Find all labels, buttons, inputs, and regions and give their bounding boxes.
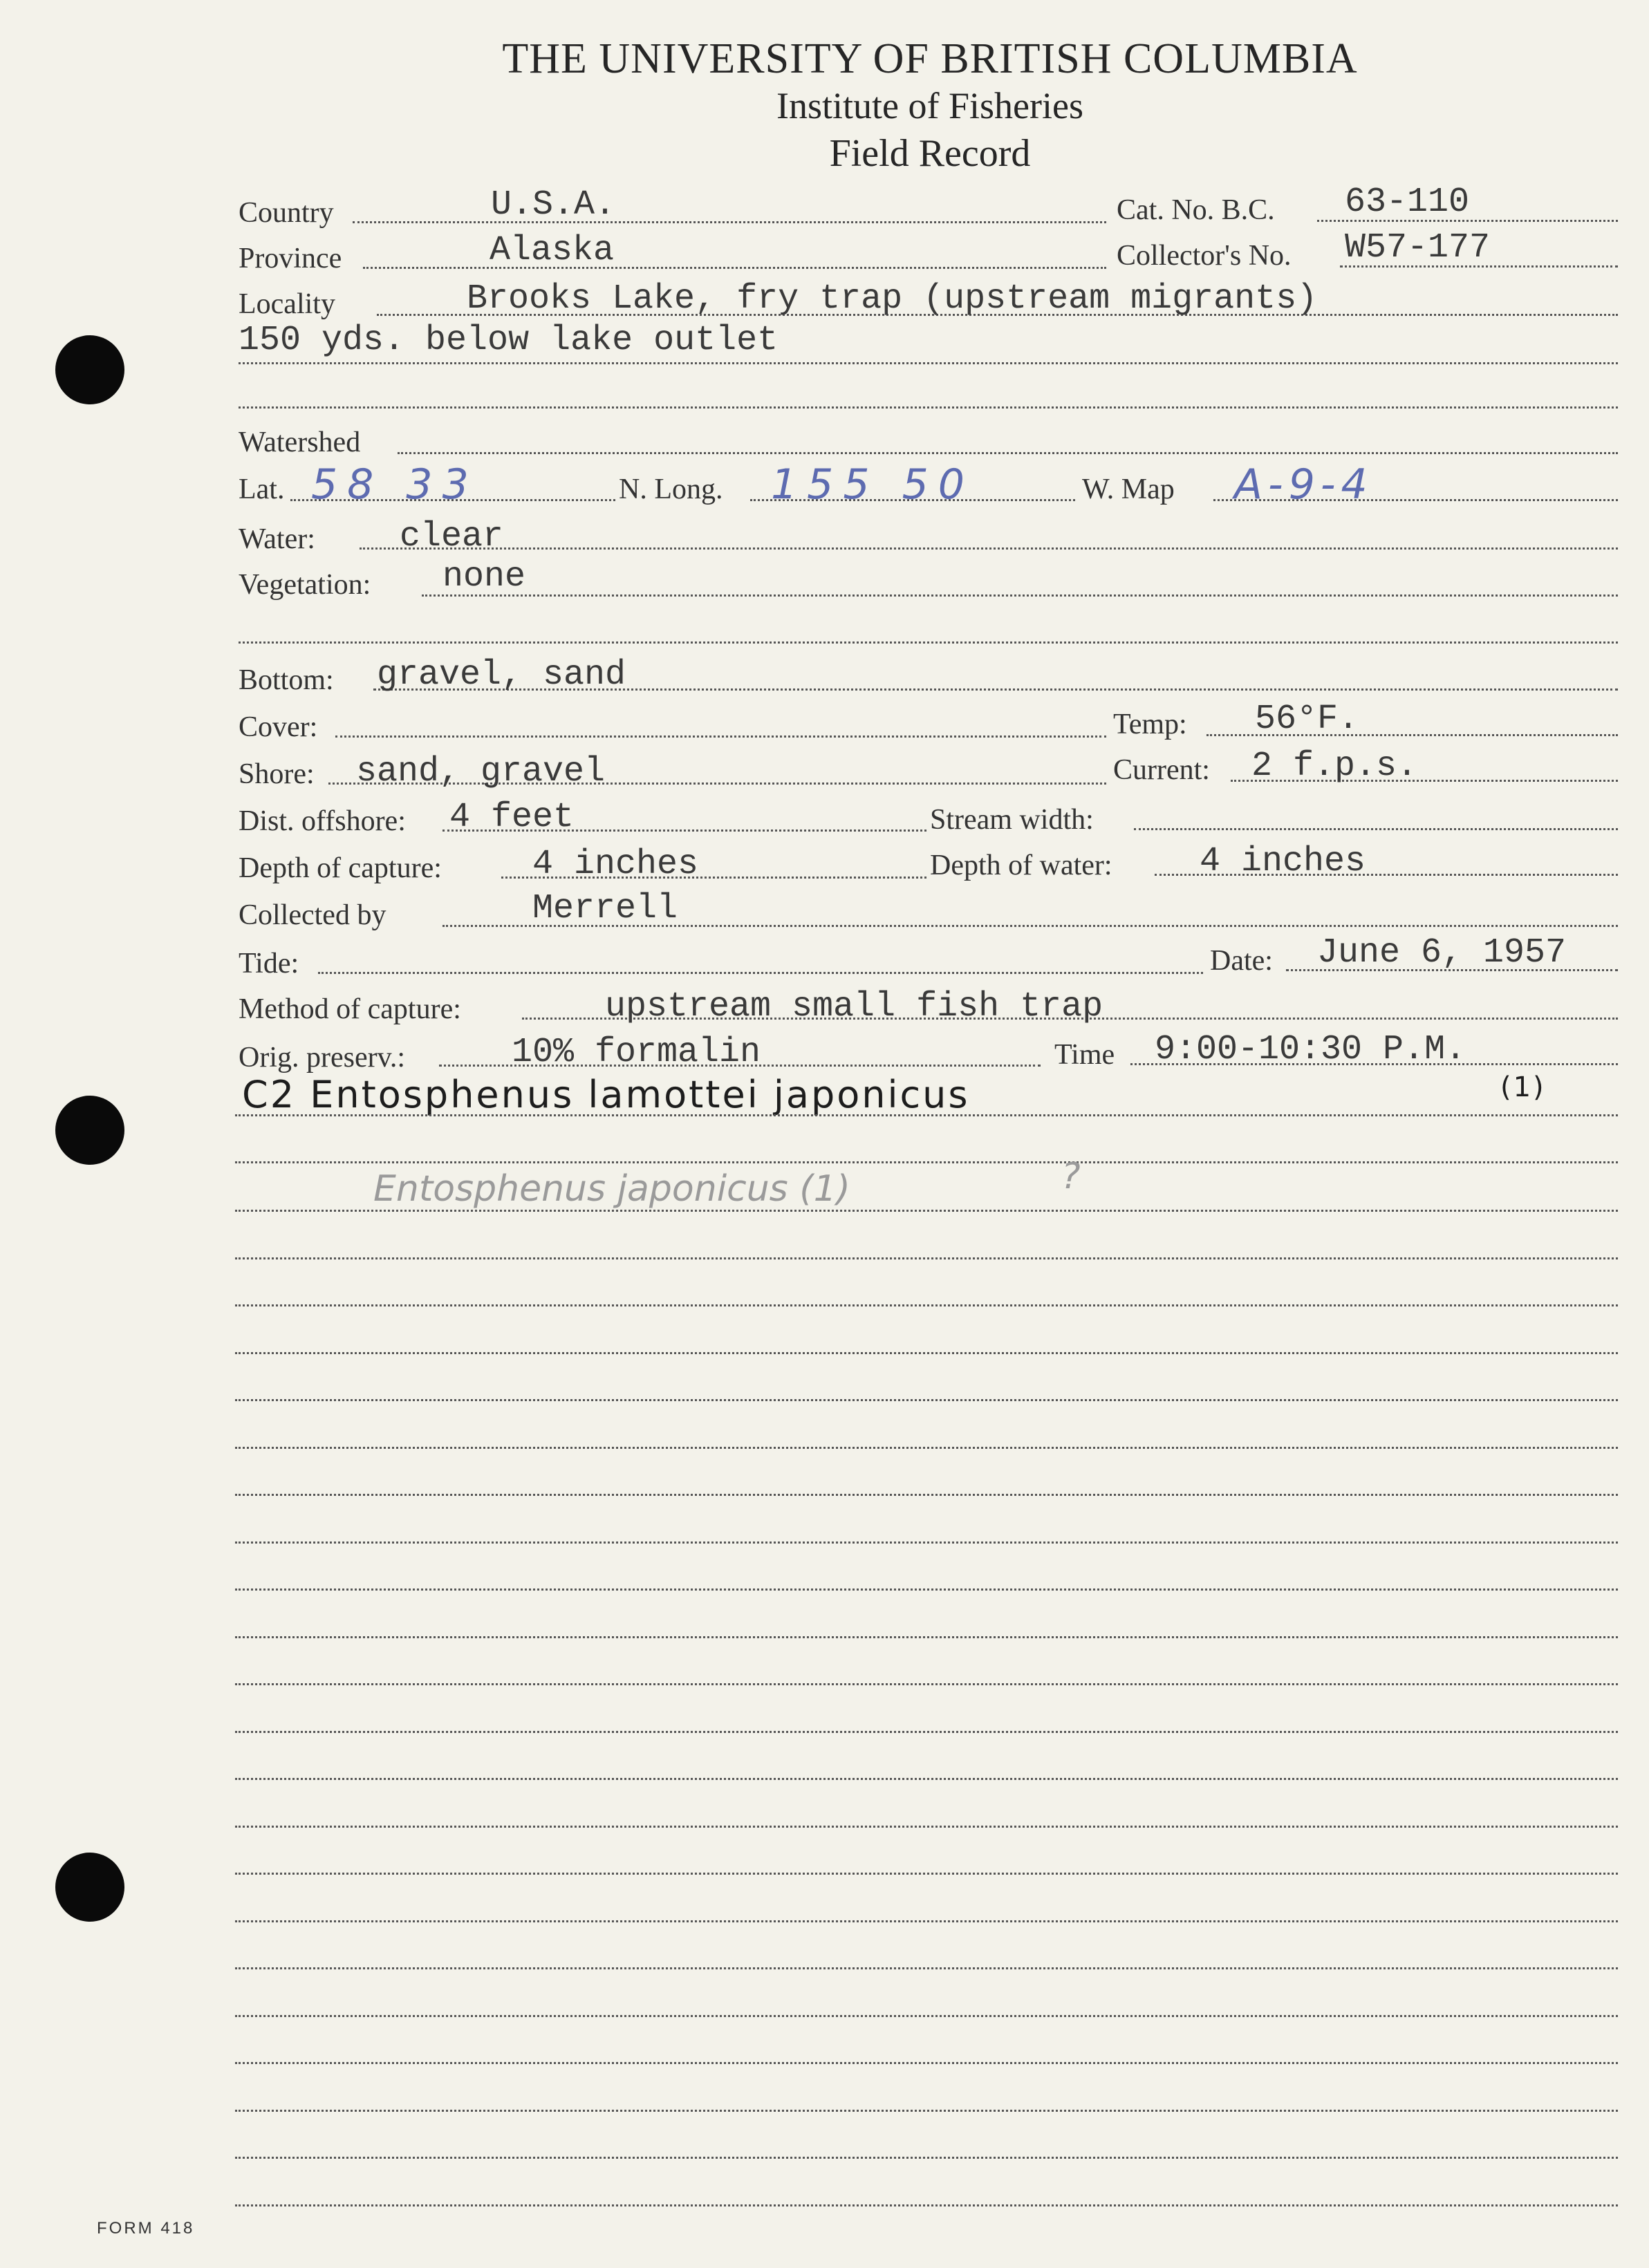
ruled-line [235, 1873, 1618, 1875]
tide-label: Tide: [239, 948, 299, 980]
species-count: (1) [1500, 1071, 1546, 1103]
ruled-line [235, 2157, 1618, 2159]
temp-label: Temp: [1113, 709, 1187, 740]
water-label: Water: [239, 523, 315, 555]
country-label: Country [239, 197, 334, 229]
country-line [353, 221, 1106, 223]
w-map-label: W. Map [1082, 474, 1175, 505]
ruled-line [235, 1257, 1618, 1259]
province-label: Province [239, 243, 342, 274]
ruled-line [235, 1588, 1618, 1591]
bottom-value: gravel, sand [377, 655, 626, 695]
long-value: 155 50 [771, 460, 974, 509]
country-value: U.S.A. [491, 185, 616, 225]
dist-offshore-value: 4 feet [449, 798, 575, 837]
ruled-line [235, 1967, 1618, 1969]
stream-width-label: Stream width: [930, 804, 1094, 836]
university-title: THE UNIVERSITY OF BRITISH COLUMBIA [502, 35, 1358, 82]
orig-preserv-label: Orig. preserv.: [239, 1042, 406, 1074]
time-label: Time [1054, 1039, 1115, 1071]
collected-by-value: Merrell [532, 889, 678, 928]
ruled-line [235, 2110, 1618, 2112]
depth-capture-label: Depth of capture: [239, 852, 442, 884]
locality-value: Brooks Lake, fry trap (upstream migrants) [467, 279, 1318, 319]
ruled-line [235, 2204, 1618, 2206]
depth-capture-value: 4 inches [532, 845, 699, 884]
water-line [360, 547, 1618, 550]
province-value: Alaska [490, 231, 615, 270]
ruled-line [235, 1399, 1618, 1401]
current-label: Current: [1113, 754, 1210, 786]
punch-hole-bottom [55, 1853, 124, 1922]
ruled-line [235, 1494, 1618, 1496]
institute-title: Institute of Fisheries [776, 85, 1083, 126]
temp-value: 56°F. [1255, 700, 1359, 739]
province-line [363, 267, 1106, 269]
cat-no-value: 63-110 [1345, 182, 1470, 222]
ruled-line [235, 1683, 1618, 1685]
vegetation-label: Vegetation: [239, 569, 371, 601]
record-title: Field Record [829, 132, 1031, 175]
depth-water-value: 4 inches [1200, 842, 1366, 881]
species-main: C2 Entosphenus lamottei japonicus [242, 1073, 970, 1116]
locality-value-2: 150 yds. below lake outlet [239, 321, 779, 360]
current-value: 2 f.p.s. [1251, 747, 1418, 786]
vegetation-line [422, 594, 1618, 597]
orig-preserv-value: 10% formalin [512, 1033, 761, 1072]
ruled-line [235, 1352, 1618, 1354]
watershed-label: Watershed [239, 427, 361, 458]
shore-label: Shore: [239, 758, 315, 790]
date-value: June 6, 1957 [1317, 933, 1567, 973]
ruled-line [235, 1731, 1618, 1733]
tide-line [318, 972, 1203, 974]
ruled-line [235, 2015, 1618, 2017]
pencil-note: Entosphenus japonicus (1) [373, 1168, 850, 1210]
cover-label: Cover: [239, 711, 318, 743]
stream-width-line [1134, 828, 1618, 830]
time-value: 9:00-10:30 P.M. [1155, 1030, 1466, 1069]
date-label: Date: [1210, 945, 1273, 977]
map-value: A-9-4 [1234, 460, 1373, 509]
ruled-line [235, 2062, 1618, 2064]
watershed-line [398, 452, 1618, 454]
dist-offshore-label: Dist. offshore: [239, 805, 406, 837]
cover-line [335, 735, 1106, 738]
punch-hole-top [55, 335, 124, 404]
punch-hole-middle [55, 1096, 124, 1165]
method-value: upstream small fish trap [605, 987, 1103, 1027]
lat-label: Lat. [239, 474, 285, 505]
ruled-line [235, 1304, 1618, 1306]
form-number: FORM 418 [97, 2219, 195, 2238]
ruled-line [235, 1636, 1618, 1638]
ruled-line [235, 1920, 1618, 1922]
ruled-line [235, 1778, 1618, 1780]
lat-value: 58 33 [311, 460, 478, 509]
n-long-label: N. Long. [619, 474, 723, 505]
collected-by-label: Collected by [239, 899, 386, 931]
bottom-label: Bottom: [239, 664, 334, 696]
ruled-line [235, 1541, 1618, 1544]
collectors-no-label: Collector's No. [1117, 240, 1292, 272]
ruled-line [235, 1161, 1618, 1163]
method-label: Method of capture: [239, 993, 461, 1025]
vegetation-line-2 [239, 641, 1618, 644]
locality-line-2 [239, 362, 1618, 364]
collectors-no-value: W57-177 [1345, 228, 1491, 268]
water-value: clear [400, 517, 504, 556]
pencil-question-mark: ? [1061, 1156, 1081, 1197]
cat-no-label: Cat. No. B.C. [1117, 194, 1275, 226]
ruled-line [235, 1114, 1618, 1116]
vegetation-value: none [442, 557, 526, 597]
depth-water-label: Depth of water: [930, 850, 1112, 881]
locality-label: Locality [239, 288, 335, 320]
locality-line-3 [239, 406, 1618, 409]
ruled-line [235, 1210, 1618, 1212]
ruled-line [235, 1826, 1618, 1828]
shore-value: sand, gravel [356, 752, 606, 791]
ruled-line [235, 1447, 1618, 1449]
